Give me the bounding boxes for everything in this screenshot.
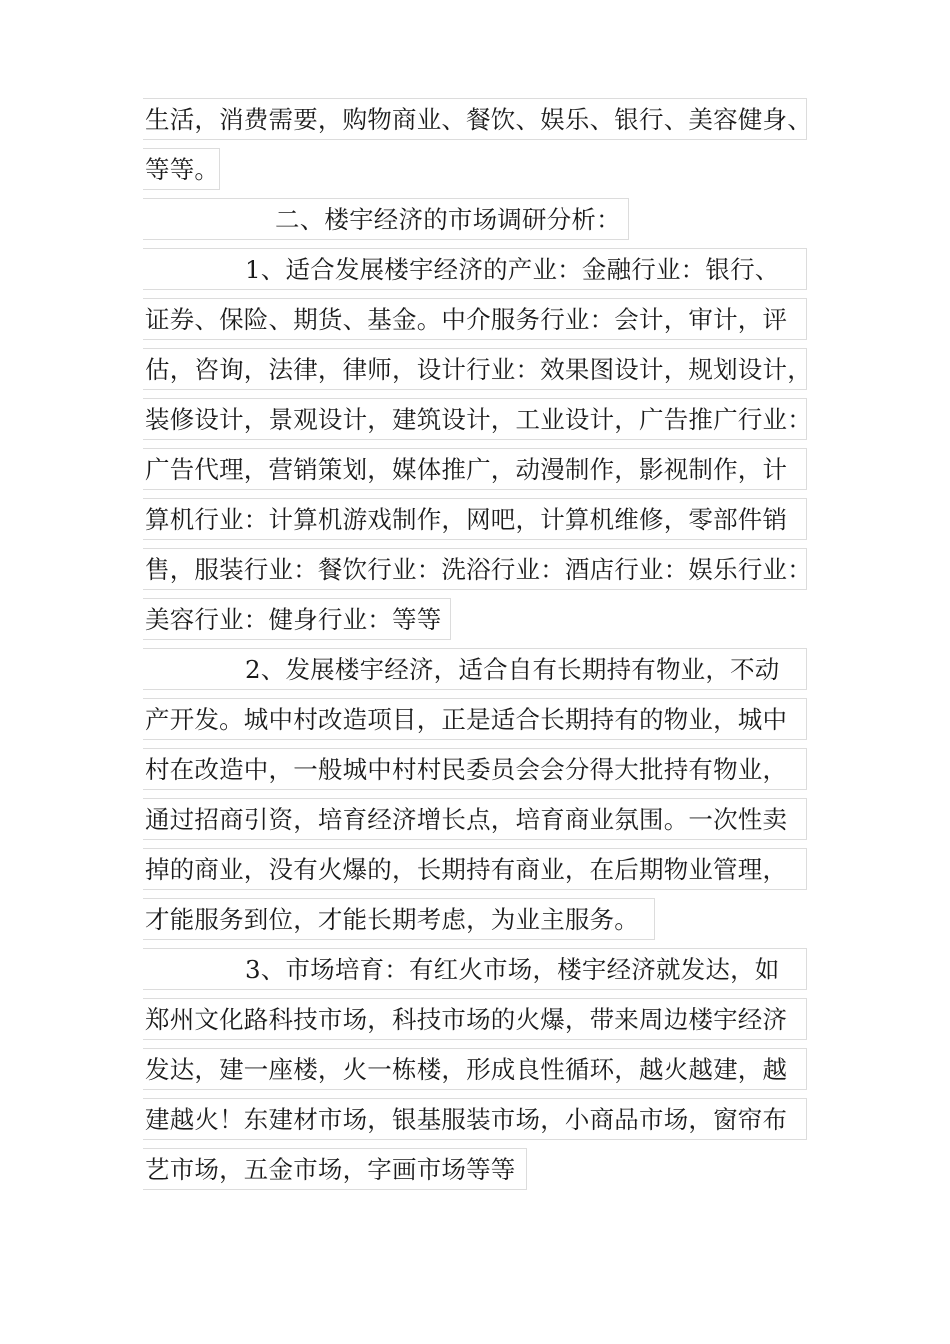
text-line: 证券、保险、期货、基金。中介服务行业：会计，审计，评	[143, 298, 807, 340]
text-line: 估，咨询，法律，律师，设计行业：效果图设计，规划设计，	[143, 348, 807, 390]
text-line: 掉的商业，没有火爆的，长期持有商业，在后期物业管理，	[143, 848, 807, 890]
text-line: 建越火！东建材市场，银基服装市场，小商品市场，窗帘布	[143, 1098, 807, 1140]
text-line: 等等。	[143, 148, 220, 190]
text-line: 2、发展楼宇经济，适合自有长期持有物业，不动	[143, 648, 807, 690]
text-line: 郑州文化路科技市场，科技市场的火爆，带来周边楼宇经济	[143, 998, 807, 1040]
text-line: 发达，建一座楼，火一栋楼，形成良性循环，越火越建，越	[143, 1048, 807, 1090]
text-line: 才能服务到位，才能长期考虑，为业主服务。	[143, 898, 655, 940]
section-heading: 二、楼宇经济的市场调研分析：	[143, 198, 629, 240]
text-line: 村在改造中，一般城中村村民委员会会分得大批持有物业，	[143, 748, 807, 790]
text-line: 艺市场，五金市场，字画市场等等	[143, 1148, 527, 1190]
text-line: 生活，消费需要，购物商业、餐饮、娱乐、银行、美容健身、	[143, 98, 807, 140]
text-line: 产开发。城中村改造项目，正是适合长期持有的物业，城中	[143, 698, 807, 740]
text-line: 装修设计，景观设计，建筑设计，工业设计，广告推广行业：	[143, 398, 807, 440]
text-line: 美容行业：健身行业：等等	[143, 598, 451, 640]
text-line: 1、适合发展楼宇经济的产业：金融行业：银行、	[143, 248, 807, 290]
text-line: 通过招商引资，培育经济增长点，培育商业氛围。一次性卖	[143, 798, 807, 840]
text-line: 算机行业：计算机游戏制作，网吧，计算机维修，零部件销	[143, 498, 807, 540]
text-line: 3、市场培育：有红火市场，楼宇经济就发达，如	[143, 948, 807, 990]
text-line: 广告代理，营销策划，媒体推广，动漫制作，影视制作，计	[143, 448, 807, 490]
text-line: 售，服装行业：餐饮行业：洗浴行业：酒店行业：娱乐行业：	[143, 548, 807, 590]
